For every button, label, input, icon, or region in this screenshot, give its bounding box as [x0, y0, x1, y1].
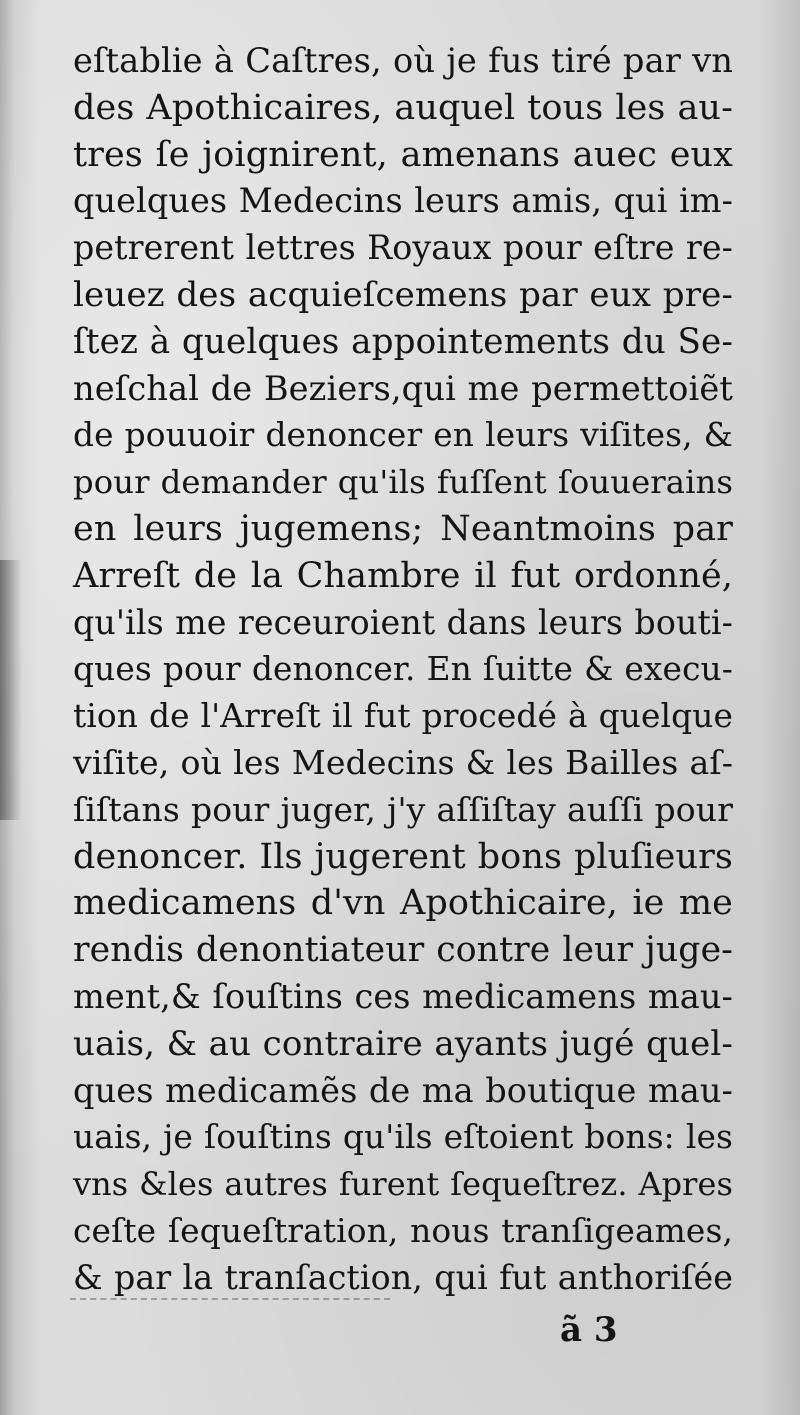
- text-line: petrerent lettres Royaux pour eſtre re-: [73, 228, 733, 268]
- text-line: tres ſe joignirent, amenans auec eux: [73, 134, 733, 175]
- text-line: qu'ils me receuroient dans leurs bouti-: [73, 602, 733, 642]
- text-line: en leurs jugemens; Neantmoins par: [73, 508, 733, 549]
- text-line: ceſte ſequeſtration, nous tranſigeames,: [73, 1210, 733, 1250]
- text-line: pour demander qu'ils fuſſent ſouuerains: [73, 463, 733, 502]
- page-edge-shadow: [0, 560, 22, 820]
- text-line: ment,& ſouſtins ces medicamens mau-: [73, 976, 733, 1016]
- text-line: tion de l'Arreſt il fut procedé à quelque: [73, 697, 733, 736]
- text-line: des Apothicaires, auquel tous les au-: [73, 87, 733, 128]
- text-line: neſchal de Beziers,qui me permettoiẽt: [73, 368, 733, 408]
- text-line: leuez des acquieſcemens par eux pre-: [73, 274, 733, 315]
- text-line: Arreſt de la Chambre il fut ordonné,: [73, 555, 733, 596]
- text-line: uais, & au contraire ayants jugé quel-: [73, 1023, 733, 1064]
- text-line: ques medicamẽs de ma boutique mau-: [73, 1070, 733, 1110]
- text-line: medicamens d'vn Apothicaire, ie me: [73, 883, 733, 924]
- text-line: ſiſtans pour juger, j'y aſſiſtay auſſi pour: [73, 789, 733, 829]
- signature-mark: ã 3: [560, 1310, 618, 1350]
- text-line: ſtez à quelques appointements du Se-: [73, 321, 733, 362]
- text-line: rendis denontiateur contre leur juge-: [73, 930, 733, 971]
- show-through-rule: [70, 1298, 390, 1300]
- text-line: vns &les autres furent ſequeſtrez. Apres: [73, 1165, 733, 1204]
- text-line: eſtablie à Caſtres, où je fus tiré par vn: [73, 41, 733, 80]
- text-line: ques pour denoncer. En ſuitte & execu-: [73, 650, 733, 689]
- text-line: de pouuoir denoncer en leurs viſites, &: [73, 416, 733, 455]
- text-line: viſite, où les Medecins & les Bailles aſ-: [73, 742, 733, 782]
- text-line: quelques Medecins leurs amis, qui im-: [73, 181, 733, 221]
- text-line: & par la tranſaction, qui fut anthoriſée: [73, 1257, 733, 1297]
- page-text: [73, 38, 733, 1302]
- text-line: uais, je ſouſtins qu'ils eſtoient bons: les: [73, 1117, 733, 1157]
- text-line: denoncer. Ils jugerent bons pluſieurs: [73, 836, 733, 877]
